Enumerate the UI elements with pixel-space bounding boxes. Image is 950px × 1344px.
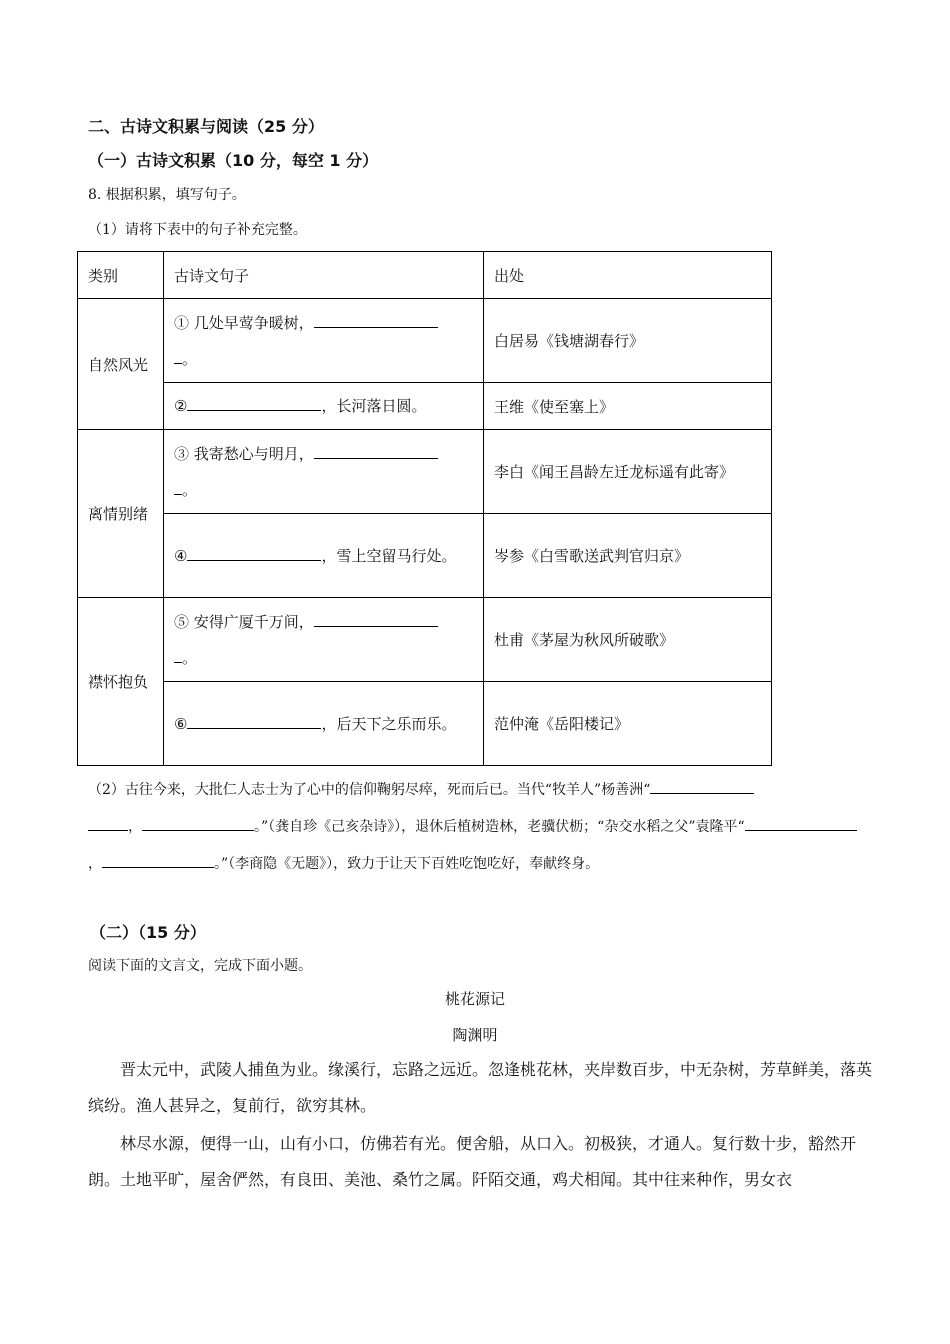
subsection-title-1: （一）古诗文积累（10 分，每空 1 分） [88, 151, 379, 170]
sentence-cell [164, 598, 484, 682]
sentence-prefix: ③ 我寄愁心与明月， [174, 444, 314, 463]
sentence-cell [164, 383, 484, 430]
sentence-prefix: ④ [174, 546, 188, 565]
table-header-row [78, 252, 772, 299]
passage-author: 陶渊明 [452, 1026, 498, 1044]
sentence-cell [164, 299, 484, 383]
sentence-suffix: 。 [182, 480, 198, 499]
sentence-cell [164, 514, 484, 598]
answer-blank[interactable] [187, 394, 321, 411]
header-sentence: 古诗文句子 [164, 252, 484, 299]
question-text: ， [128, 819, 142, 835]
sentence-suffix: 。 [182, 349, 198, 368]
sentence-prefix: ⑤ 安得广厦千万间， [174, 612, 314, 631]
question-8-part-2 [88, 772, 864, 883]
answer-blank[interactable] [187, 544, 321, 561]
answer-blank[interactable] [88, 814, 128, 831]
source-cell: 杜甫《茅屋为秋风所破歌》 [484, 598, 772, 682]
sentence-suffix: ，长河落日圆。 [321, 397, 427, 415]
question-8: 8. 根据积累，填写句子。 [88, 187, 246, 203]
source-cell: 李白《闻王昌龄左迁龙标遥有此寄》 [484, 430, 772, 514]
table-row [78, 383, 772, 430]
answer-blank[interactable] [174, 347, 182, 364]
sentence-prefix: ⑥ [174, 714, 188, 733]
table-row [78, 598, 772, 682]
table-row [78, 514, 772, 598]
source-cell: 岑参《白雪歌送武判官归京》 [484, 514, 772, 598]
question-text: （2）古往今来，大批仁人志士为了心中的信仰鞠躬尽瘁，死而后已。当代“牧羊人”杨善洲“ [88, 782, 651, 798]
reading-prompt: 阅读下面的文言文，完成下面小题。 [88, 958, 312, 974]
passage-paragraph-1: 晋太元中，武陵人捕鱼为业。缘溪行，忘路之远近。忽逢桃花林，夹岸数百步，中无杂树，芳草鲜美，落英缤纷。渔人甚异之，复前行，欲穷其林。 [88, 1060, 873, 1115]
question-text: ， [88, 856, 102, 872]
sentence-suffix: ，雪上空留马行处。 [321, 546, 457, 565]
answer-blank[interactable] [745, 814, 857, 831]
question-8-part-1: （1）请将下表中的句子补充完整。 [88, 222, 307, 238]
passage-paragraph-2: 林尽水源，便得一山，山有小口，仿佛若有光。便舍船，从口入。初极狭，才通人。复行数十步，豁然开朗。土地平旷，屋舍俨然，有良田、美池、桑竹之属。阡陌交通，鸡犬相闻。其中往来种作，男女衣 [88, 1134, 857, 1189]
poem-table [77, 251, 772, 766]
answer-blank[interactable] [314, 442, 438, 459]
sentence-suffix: ，后天下之乐而乐。 [321, 714, 457, 733]
table-row [78, 430, 772, 514]
sentence-cell [164, 682, 484, 766]
source-cell: 王维《使至塞上》 [484, 383, 772, 430]
answer-blank[interactable] [174, 478, 182, 495]
passage-title: 桃花源记 [444, 990, 505, 1008]
answer-blank[interactable] [187, 712, 321, 729]
sentence-prefix: ① 几处早莺争暖树， [174, 313, 314, 332]
answer-blank[interactable] [142, 814, 254, 831]
header-source: 出处 [484, 252, 772, 299]
category-cell: 自然风光 [78, 299, 164, 430]
category-cell: 离情别绪 [78, 430, 164, 598]
source-cell: 白居易《钱塘湖春行》 [484, 299, 772, 383]
answer-blank[interactable] [174, 646, 182, 663]
subsection-title-2: （二）（15 分） [90, 923, 206, 942]
answer-blank[interactable] [102, 851, 214, 868]
category-cell: 襟怀抱负 [78, 598, 164, 766]
table-row [78, 682, 772, 766]
sentence-cell [164, 430, 484, 514]
header-category: 类别 [78, 252, 164, 299]
answer-blank[interactable] [314, 610, 438, 627]
source-cell: 范仲淹《岳阳楼记》 [484, 682, 772, 766]
question-text: 。”（龚自珍《己亥杂诗》），退休后植树造林，老骥伏枥；“杂交水稻之父”袁隆平“ [254, 819, 745, 835]
section-title: 二、古诗文积累与阅读（25 分） [88, 117, 324, 136]
answer-blank[interactable] [314, 311, 438, 328]
sentence-prefix: ② [174, 397, 188, 415]
question-text: 。”（李商隐《无题》），致力于让天下百姓吃饱吃好，奉献终身。 [214, 856, 600, 872]
answer-blank[interactable] [650, 777, 754, 794]
table-row [78, 299, 772, 383]
sentence-suffix: 。 [182, 648, 198, 667]
